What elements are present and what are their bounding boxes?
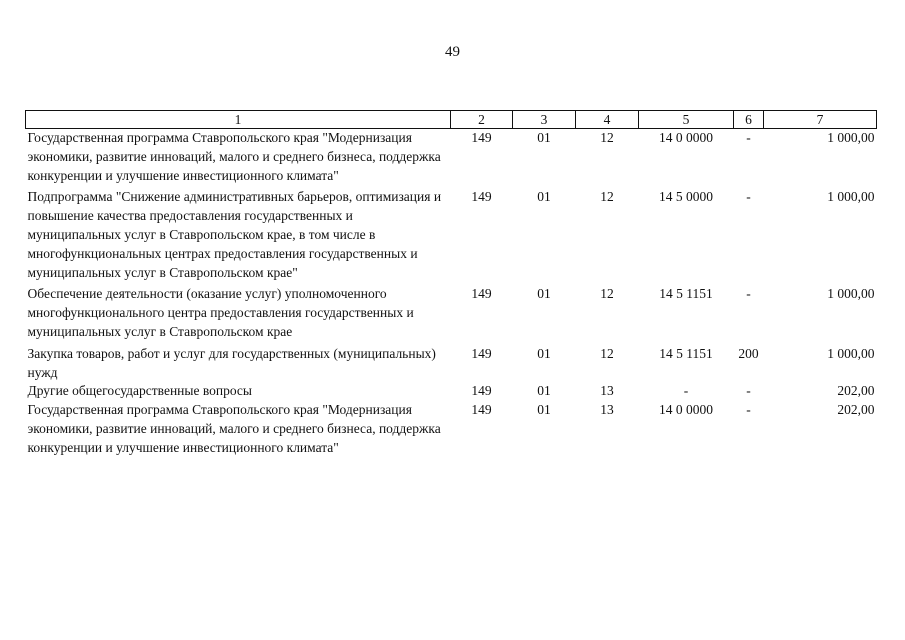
row-col-5: 14 0 0000 <box>659 130 713 145</box>
row-col-2: 149 <box>471 345 492 361</box>
row-col-6: - <box>746 130 751 145</box>
header-col-4: 4 <box>576 111 639 129</box>
row-col-2: 149 <box>471 402 492 418</box>
row-name: Обеспечение деятельности (оказание услуг) уполномоченного многофункционального центра предоставления государственных и муниципальных услуг в Ставропольском крае <box>27 286 414 339</box>
row-name: Государственная программа Ставропольского края "Модернизация экономики, развитие инноваций, малого и среднего бизнеса, поддержка конкуренции и улучшение инвестиционного климата" <box>27 130 441 183</box>
row-col-4: 12 <box>600 130 614 145</box>
row-col-4: 13 <box>600 383 614 399</box>
table-row <box>26 345 877 383</box>
row-col-6: - <box>746 286 751 302</box>
row-amount: 1 000,00 <box>827 286 875 302</box>
row-col-6: - <box>746 383 751 399</box>
row-col-6: - <box>746 402 751 418</box>
row-col-3: 01 <box>537 286 551 302</box>
page-number: 49 <box>445 44 460 60</box>
row-col-3: 01 <box>537 383 551 399</box>
row-col-4: 12 <box>600 189 614 205</box>
row-col-2: 149 <box>471 286 492 302</box>
row-col-5: 14 5 1151 <box>659 286 713 302</box>
row-col-6: 200 <box>738 345 759 361</box>
row-col-5: 14 0 0000 <box>659 402 713 418</box>
row-col-4: 12 <box>600 286 614 302</box>
row-col-6: - <box>746 189 751 205</box>
budget-table <box>25 110 877 458</box>
header-col-2: 2 <box>451 111 513 129</box>
row-col-5: 14 5 1151 <box>659 345 713 361</box>
row-col-5: 14 5 0000 <box>659 189 713 205</box>
row-col-4: 13 <box>600 402 614 418</box>
row-col-2: 149 <box>471 130 492 145</box>
row-col-3: 01 <box>537 402 551 418</box>
row-amount: 202,00 <box>837 383 875 399</box>
header-col-5: 5 <box>639 111 734 129</box>
row-col-3: 01 <box>537 189 551 205</box>
table-row <box>26 188 877 285</box>
header-col-7: 7 <box>764 111 877 129</box>
table-row <box>26 401 877 457</box>
row-amount: 1 000,00 <box>827 130 875 145</box>
row-name: Другие общегосударственные вопросы <box>27 383 252 399</box>
row-amount: 202,00 <box>837 402 875 418</box>
row-col-3: 01 <box>537 130 551 145</box>
header-col-6: 6 <box>734 111 764 129</box>
row-name: Подпрограмма "Снижение административных барьеров, оптимизация и повышение качества предоставления государственных и муниципальных услуг в Ставропольском крае, в том числе в многофункциональных центрах предоставления государственных и муниципальных услуг в Ставропольском крае" <box>27 189 442 280</box>
row-name: Закупка товаров, работ и услуг для государственных (муниципальных) нужд <box>27 345 436 380</box>
row-col-2: 149 <box>471 383 492 399</box>
row-col-3: 01 <box>537 345 551 361</box>
table-row <box>26 129 877 189</box>
row-name: Государственная программа Ставропольского края "Модернизация экономики, развитие инноваций, малого и среднего бизнеса, поддержка конкуренции и улучшение инвестиционного климата" <box>27 402 441 455</box>
row-col-5: - <box>683 383 689 399</box>
row-col-2: 149 <box>471 189 492 205</box>
row-amount: 1 000,00 <box>827 345 875 361</box>
table-row <box>26 382 877 401</box>
header-col-3: 3 <box>513 111 576 129</box>
table-row <box>26 285 877 344</box>
row-amount: 1 000,00 <box>827 189 875 205</box>
header-row <box>26 111 877 129</box>
header-col-1: 1 <box>26 111 451 129</box>
row-col-4: 12 <box>600 345 614 361</box>
